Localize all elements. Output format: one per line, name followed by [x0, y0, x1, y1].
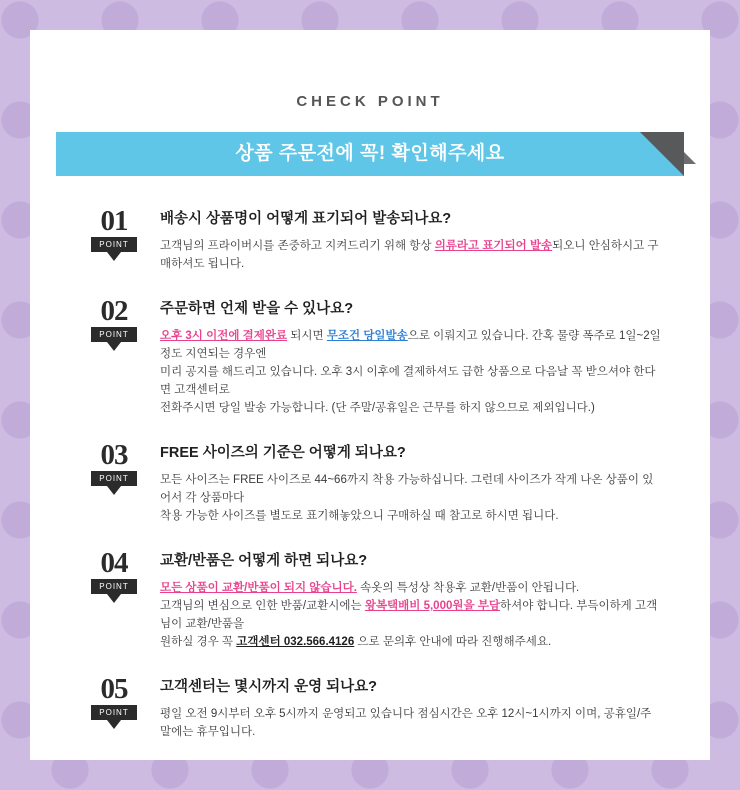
faq-item	[86, 205, 662, 273]
faq-question: 배송시 상품명이 어떻게 표기되어 발송되나요?	[160, 211, 452, 227]
point-number: 05	[100, 673, 128, 705]
point-number: 04	[100, 547, 128, 579]
faq-list	[30, 205, 710, 741]
answer-segment: 고객센터 032.566.4126	[236, 636, 355, 648]
answer-segment: 평일 오전 9시부터 오후 5시까지 운영되고 있습니다 점심시간은 오후 12시~1시까지 이며, 공휴일/주말에는 휴무입니다.	[160, 708, 652, 738]
point-tag: POINT	[91, 471, 137, 486]
point-tag: POINT	[91, 237, 137, 252]
answer-segment: 미리 공지를 해드리고 있습니다. 오후 3시 이후에 결제하셔도 급한 상품으로 다음날 꼭 받으셔야 한다면 고객센터로	[160, 366, 656, 396]
point-tag: POINT	[91, 705, 137, 720]
faq-answer-line	[160, 237, 662, 273]
answer-segment: 고객님의 변심으로 인한 반품/교환시	[160, 600, 340, 612]
point-number: 03	[100, 439, 128, 471]
answer-segment: 되오니 안심하시고 구매하셔도 됩니다.	[160, 240, 659, 270]
answer-segment: 에는	[339, 600, 365, 612]
answer-segment: 으로 이뤄지고 있습니다. 간혹 물량 폭주로 1일~2일정도 지연되는 경우엔	[160, 330, 661, 360]
point-number: 01	[100, 205, 128, 237]
faq-item	[86, 547, 662, 651]
answer-segment: 고객님의 프라이버시를 존중하고 지켜드리기 위해 항상	[160, 240, 435, 252]
faq-answer-line	[160, 705, 662, 741]
point-tag: POINT	[91, 327, 137, 342]
point-badge	[86, 296, 142, 342]
faq-answer-line	[160, 471, 662, 507]
answer-segment: 하셔야 합니다. 부득이하게 고객님이 교환/반품을	[160, 600, 658, 630]
faq-item	[86, 439, 662, 525]
faq-question: FREE 사이즈의 기준은 어떻게 되나요?	[160, 445, 406, 461]
answer-segment: 으로 문의후 안내에 따라 진행해주세요.	[354, 636, 552, 648]
eyebrow-title: CHECK POINT	[296, 93, 444, 110]
answer-segment: 속옷의 특성상 착용후 교환/반품이 안됩니다.	[356, 582, 580, 594]
answer-segment: 왕복택배비 5,000원을 부담	[364, 600, 500, 612]
answer-segment: 되시면	[287, 330, 327, 342]
content-card	[30, 30, 710, 760]
faq-item	[86, 673, 662, 741]
answer-segment: 무조건 당일발송	[326, 330, 408, 342]
answer-segment: 오후 3시 이전에 결제완료	[160, 330, 288, 342]
answer-segment: 착용 가능한 사이즈를 별도로 표기해놓았으니 구매하실 때 참고로 하시면 됩니다.	[160, 510, 559, 522]
point-number: 02	[100, 295, 128, 327]
answer-segment: 모든 사이즈는 FREE 사이즈로 44~66까지 착용 가능하십니다. 그런데 사이즈가 작게 나온 상품이 있어서 각 상품마다	[160, 474, 654, 504]
faq-answer-line	[160, 363, 662, 399]
faq-question: 주문하면 언제 받을 수 있나요?	[160, 301, 354, 317]
faq-answer-line	[160, 597, 662, 633]
faq-answer-line	[160, 579, 662, 597]
answer-segment: 모든 상품이 교환/반품이 되지 않습니다.	[160, 582, 357, 594]
ribbon-title: 상품 주문전에 꼭! 확인해주세요	[235, 143, 505, 164]
point-badge	[86, 440, 142, 486]
faq-answer-line	[160, 399, 662, 417]
faq-question: 교환/반품은 어떻게 하면 되나요?	[160, 553, 368, 569]
faq-answer-line	[160, 507, 662, 525]
faq-question: 고객센터는 몇시까지 운영 되나요?	[160, 679, 378, 695]
answer-segment: 원하실 경우 꼭	[160, 636, 237, 648]
ribbon-banner	[56, 132, 684, 176]
point-badge	[86, 548, 142, 594]
answer-segment: 전화주시면 당일 발송 가능합니다. (단 주말/공휴일은 근무를 하지 않으므로 제외입니다.)	[160, 402, 595, 414]
point-badge	[86, 206, 142, 252]
faq-answer-line	[160, 633, 662, 651]
faq-answer-line	[160, 327, 662, 363]
faq-item	[86, 295, 662, 417]
point-tag: POINT	[91, 579, 137, 594]
answer-segment: 의류라고 표기되어 발송	[434, 240, 553, 252]
point-badge	[86, 674, 142, 720]
